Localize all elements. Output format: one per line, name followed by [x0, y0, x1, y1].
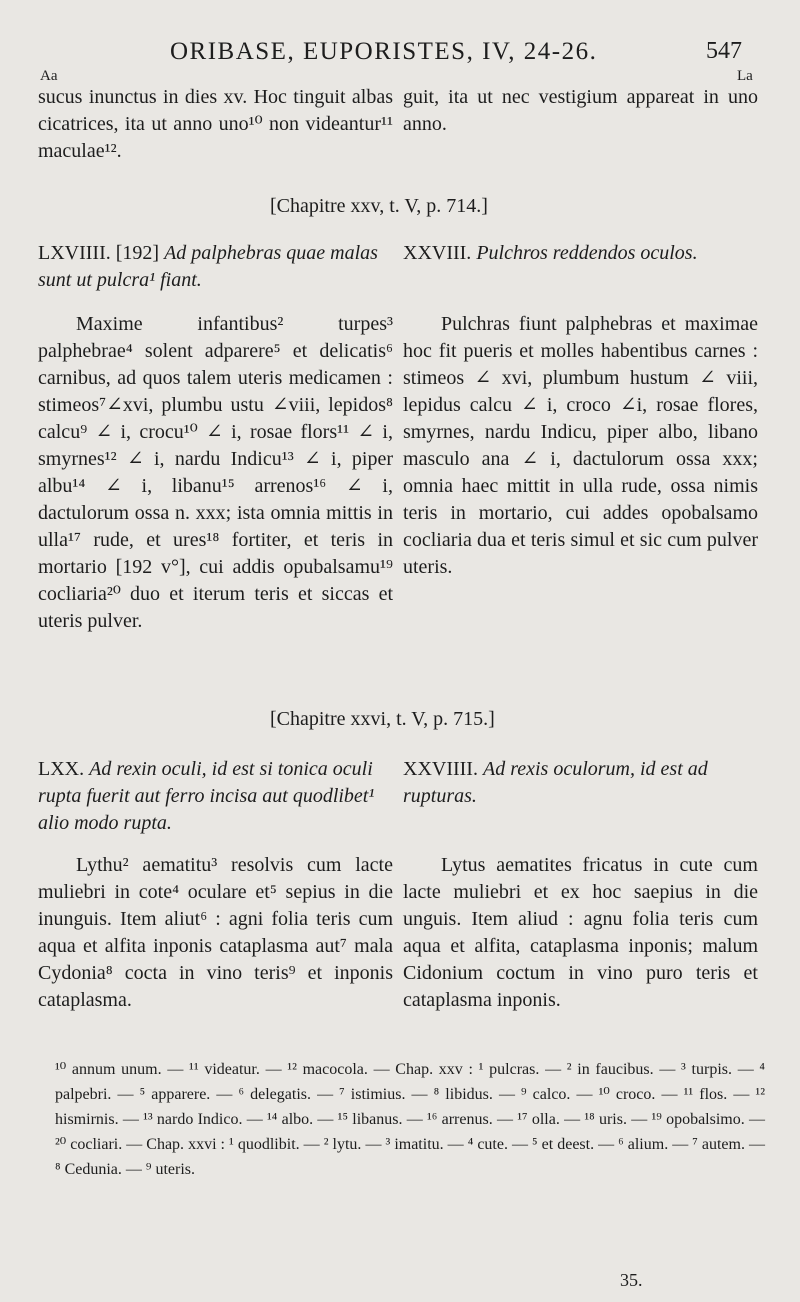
right-heading-title: Pulchros reddendos oculos. [476, 242, 698, 264]
left-continuation-paragraph: sucus inunctus in dies xv. Hoc tinguit albas cicatrices, ita ut anno uno¹⁰ non videantur¹¹ maculae¹². [38, 86, 393, 162]
chapter-25-reference: [Chapitre xxv, t. V, p. 714.] [270, 195, 488, 217]
latin-recipe-left: Lythu² aematitu³ resolvis cum lacte muliebri in cote⁴ oculare et⁵ sepius in die inunguis. Item aliut⁶ : agni folia teris cum aqua et alfita inponis cataplasma aut⁷ mala Cydonia⁸ cocta in vino teris⁹ et inponis cataplasma. [38, 854, 393, 1011]
chapter-25-left-heading [38, 240, 393, 294]
printer-signature: 35. [620, 1270, 643, 1290]
latin-recipe-left: Maxime infantibus² turpes³ palphebrae⁴ solent adparere⁵ et delicatis⁶ carnibus, ad quos talem uteris medicamen : stimeos⁷∠xvi, plumbu ustu ∠viii, lepidos⁸ calcu⁹ ∠ i, crocu¹⁰ ∠ i, rosae flors¹¹ ∠ i, smyrnes¹² ∠ i, nardu Indicu¹³ ∠ i, piper albu¹⁴ ∠ i, libanu¹⁵ arrenos¹⁶ ∠ i, dactulorum ossa n. xxx; ista omnia mittis in ulla¹⁷ rude, et ures¹⁸ fortiter, et teris in mortario [192 v°], cui addis opubalsamu¹⁹ cocliaria²⁰ duo et iterum teris et siccas et uteris pulver. [38, 313, 393, 632]
running-header: ORIBASE, EUPORISTES, IV, 24-26. [170, 38, 598, 65]
chapter-25-right-heading [403, 240, 758, 267]
chapter-25-right-text [403, 311, 758, 581]
right-continuation-text [403, 84, 758, 138]
left-heading-title: Ad palphebras quae malas sunt ut pulcra¹ fiant. [38, 242, 378, 291]
right-column-siglum: La [737, 68, 753, 84]
chapter-26-left-text [38, 852, 393, 1014]
page-number: 547 [706, 38, 742, 64]
footnotes [55, 1057, 765, 1182]
chapter-26-right-text [403, 852, 758, 1014]
left-heading-title: Ad rexin oculi, id est si tonica oculi rupta fuerit aut ferro incisa aut quodlibet¹ alio modo rupta. [38, 758, 375, 834]
right-heading-number: XXVIII. [403, 242, 472, 264]
right-heading-title: Ad rexis oculorum, id est ad rupturas. [403, 758, 708, 807]
chapter-26-right-heading [403, 756, 758, 810]
chapter-26-left-heading [38, 756, 393, 837]
left-heading-number: LXVIIII. [192] [38, 242, 160, 264]
footnote-apparatus: ¹⁰ annum unum. — ¹¹ videatur. — ¹² macocola. — Chap. xxv : ¹ pulcras. — ² in faucibus. — ³ turpis. — ⁴ palpebri. — ⁵ apparere. — ⁶ delegatis. — ⁷ istimius. — ⁸ libidus. — ⁹ calco. — ¹⁰ croco. — ¹¹ flos. — ¹² hismirnis. — ¹³ nardo Indico. — ¹⁴ albo. — ¹⁵ libanus. — ¹⁶ arrenus. — ¹⁷ olla. — ¹⁸ uris. — ¹⁹ opobalsimo. — ²⁰ cocliari. — Chap. xxvi : ¹ quodlibit. — ² lytu. — ³ imatitu. — ⁴ cute. — ⁵ et deest. — ⁶ alium. — ⁷ autem. — ⁸ Cedunia. — ⁹ uteris. [55, 1061, 765, 1178]
latin-recipe-right: Lytus aematites fricatus in cute cum lacte muliebri et ex hoc saepius in die unguis. Item aliud : agnu folia teris cum aqua et alfita, cataplasma inponis; malum Cidonium coctum in vino puro teris et cataplasma inponis. [403, 854, 758, 1011]
chapter-26-reference: [Chapitre xxvi, t. V, p. 715.] [270, 708, 495, 730]
left-column-siglum: Aa [40, 68, 58, 84]
latin-recipe-right: Pulchras fiunt palphebras et maximae hoc fit pueris et molles habentibus carnes : stimeos ∠ xvi, plumbum hustum ∠ viii, lepidus calcu ∠ i, croco ∠i, rosae flores, smyrnes, nardu Indicu, piper albo, libano masculo ana ∠ i, dactulorum ossa xxx; omnia haec mittit in ulla rude, ossa nimis teris in mortario, cui addes opobalsamo cocliaria dua et teris simul et sic cum pulver uteris. [403, 313, 758, 578]
right-continuation-paragraph: guit, ita ut nec vestigium appareat in uno anno. [403, 86, 758, 135]
left-heading-number: LXX. [38, 758, 85, 780]
chapter-25-left-text [38, 311, 393, 635]
left-continuation-text [38, 84, 393, 165]
right-heading-number: XXVIIII. [403, 758, 478, 780]
